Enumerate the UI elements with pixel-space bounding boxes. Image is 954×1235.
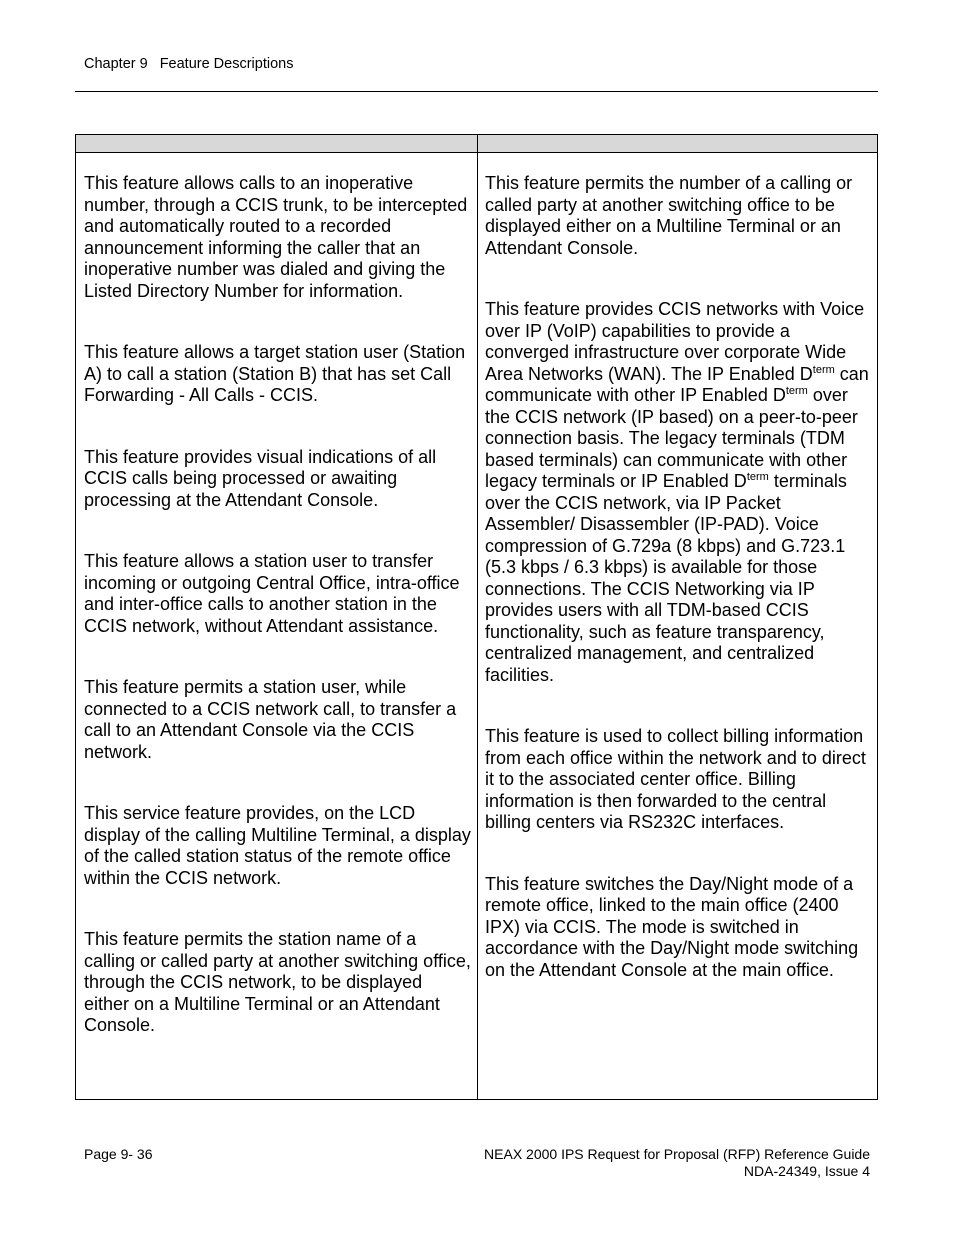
- superscript: term: [812, 363, 835, 376]
- text-run: can communicate with other IP Enabled D: [485, 363, 869, 405]
- document-id: NDA-24349, Issue 4: [743, 1163, 870, 1179]
- document-title: NEAX 2000 IPS Request for Proposal (RFP) Reference Guide: [484, 1146, 870, 1162]
- section-title: Feature Descriptions: [159, 56, 294, 72]
- feature-description: This feature switches the Day/Night mode of a remote office, linked to the main office (2400 IPX) via CCIS. The mode is switched in accordance with the Day/Night mode switching on the Attendant Console at the main office.: [485, 873, 859, 980]
- superscript: term: [785, 385, 808, 397]
- right-column: [485, 173, 873, 981]
- header-rule: [75, 91, 878, 92]
- column-divider: [477, 135, 478, 1099]
- text-run: over the CCIS network (IP based) on a peer-to-peer connection basis. The legacy terminals (TDM based terminals) can communicate with other legacy terminals or IP Enabled D: [485, 385, 858, 491]
- feature-description: This feature allows a station user to transfer incoming or outgoing Central Office, intra-office and inter-office calls to another station in the CCIS network, without Attendant assistance.: [84, 551, 460, 636]
- feature-description: This feature permits the station name of a calling or called party at another switching office, through the CCIS network, to be displayed either on a Multiline Terminal or an Attendant Console.: [84, 929, 471, 1035]
- page-footer: [484, 1146, 870, 1180]
- feature-table: [75, 134, 878, 1100]
- superscript: term: [746, 471, 769, 483]
- left-column: [84, 173, 472, 1037]
- feature-description-voip: [485, 299, 873, 686]
- feature-description: This service feature provides, on the LCD display of the calling Multiline Terminal, a display of the called station status of the remote office within the CCIS network.: [84, 803, 471, 888]
- feature-description: This feature allows a target station user (Station A) to call a station (Station B) that has set Call Forwarding - All Calls - CCIS.: [84, 342, 466, 405]
- feature-description: This feature provides visual indications of all CCIS calls being processed or awaiting processing at the Attendant Console.: [84, 446, 437, 510]
- text-run: This feature provides CCIS networks with Voice over IP (VoIP) capabilities to provide a converged infrastructure over corporate Wide Area Networks (WAN). The IP Enabled D: [485, 299, 865, 384]
- feature-description: This feature is used to collect billing information from each office within the network and to direct it to the associated center office. Billing information is then forwarded to the central billing centers via RS232C interfaces.: [485, 726, 866, 832]
- page-number: Page 9- 36: [84, 1146, 153, 1162]
- chapter-label: Chapter 9: [84, 56, 148, 72]
- page-header: [84, 56, 293, 72]
- feature-description: This feature permits the number of a calling or called party at another switching office to be displayed either on a Multiline Terminal or an Attendant Console.: [485, 173, 853, 258]
- text-run: terminals over the CCIS network, via IP Packet Assembler/ Disassembler (IP-PAD). Voice compression of G.729a (8 kbps) and G.723.1 (5.3 kbps / 6.3 kbps) is available for those connections. The CCIS Networking via IP provides users with all TDM-based CCIS functionality, such as feature transparency, centralized management, and centralized facilities.: [485, 471, 847, 685]
- feature-description: This feature permits a station user, while connected to a CCIS network call, to transfer a call to an Attendant Console via the CCIS network.: [84, 677, 457, 762]
- feature-description: This feature allows calls to an inoperative number, through a CCIS trunk, to be intercepted and automatically routed to a recorded announcement informing the caller that an inoperative number was dialed and giving the Listed Directory Number for information.: [84, 173, 468, 301]
